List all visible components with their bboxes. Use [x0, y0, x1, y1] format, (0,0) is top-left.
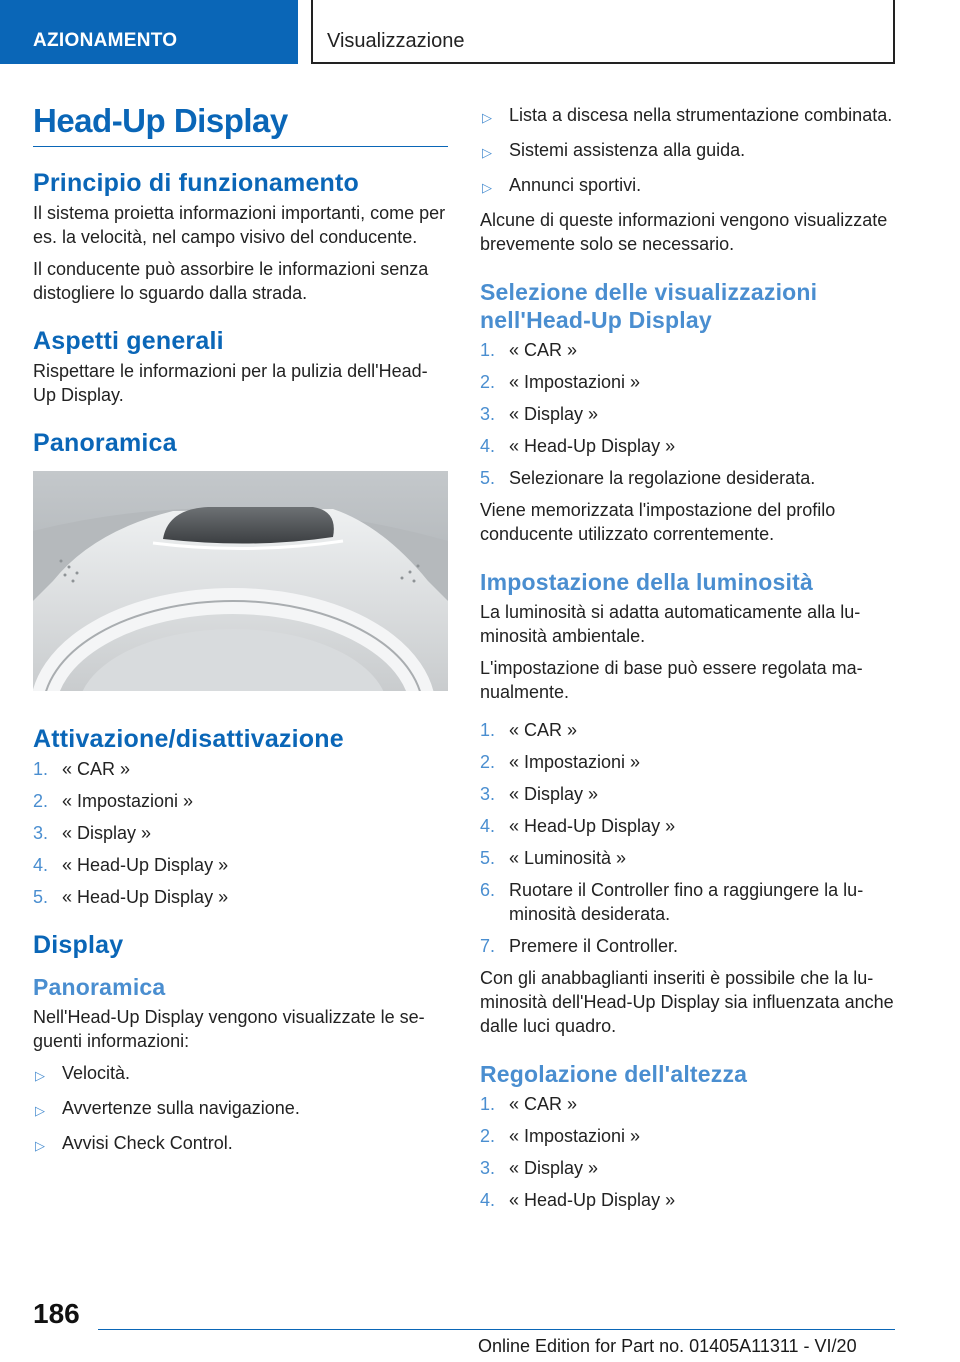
page-number: 186: [33, 1298, 80, 1329]
triangle-bullet-icon: ▷: [482, 110, 492, 125]
list-item: 4. « Head-Up Display »: [480, 816, 676, 836]
list-item: 5. Selezionare la regolazione desiderata.: [480, 468, 816, 488]
list-item: 2. « Impostazioni »: [480, 1126, 641, 1146]
list-item: 1. « CAR »: [480, 1094, 578, 1114]
steps-altezza: [480, 1092, 895, 1212]
right-column: [480, 103, 895, 1220]
triangle-bullet-icon: ▷: [35, 1068, 45, 1083]
heading-attivazione: Attivazione/disattivazione: [33, 725, 344, 753]
section-tab: AZIONAMENTO: [0, 0, 298, 64]
list-item: ▷ Annunci sportivi.: [480, 173, 895, 200]
head-up-display-photo: [33, 471, 448, 691]
heading-panoramica-display: Panoramica: [33, 974, 166, 1000]
steps-attivazione: [33, 757, 448, 909]
list-item: ▷ Lista a discesa nella strumentazione combinata.: [480, 103, 895, 130]
paragraph: Il conducente può assorbire le informazioni senza distogliere lo sguardo dalla strada.: [33, 259, 429, 303]
list-item: 5. « Head-Up Display »: [33, 887, 229, 907]
list-item: ▷ Sistemi assistenza alla guida.: [480, 138, 895, 165]
section-title: Visualizzazione: [311, 0, 895, 64]
list-item: 5. « Luminosità »: [480, 848, 627, 868]
left-column: [33, 100, 448, 1166]
heading-principio: Principio di funzionamento: [33, 169, 360, 197]
list-item: 3. « Display »: [480, 1158, 599, 1178]
list-item: 3. « Display »: [33, 823, 152, 843]
paragraph: Viene memorizzata l'impostazione del profilo conducente utilizzato correntemente.: [480, 500, 836, 544]
steps-luminosita: [480, 718, 895, 958]
triangle-bullet-icon: ▷: [35, 1103, 45, 1118]
paragraph: Rispettare le informazioni per la pulizia dell'Head-Up Display.: [33, 361, 428, 405]
list-item: ▷ Avvertenze sulla navigazione.: [33, 1096, 448, 1123]
heading-display: Display: [33, 931, 124, 959]
list-item: 1. « CAR »: [480, 720, 578, 740]
list-item: 2. « Impostazioni »: [480, 372, 641, 392]
heading-altezza: Regolazione dell'altezza: [480, 1061, 748, 1087]
list-item: 4. « Head-Up Display »: [33, 855, 229, 875]
list-item: 3. « Display »: [480, 404, 599, 424]
list-item: ▷ Avvisi Check Control.: [33, 1131, 448, 1158]
edition-note: Online Edition for Part no. 01405A11311 - VI/20: [478, 1336, 857, 1356]
paragraph: Alcune di queste informazioni vengono visualizzate brevemente solo se necessario.: [480, 210, 888, 254]
bullets-display-cont: [480, 103, 895, 200]
triangle-bullet-icon: ▷: [482, 180, 492, 195]
footer-rule: [98, 1329, 895, 1330]
triangle-bullet-icon: ▷: [482, 145, 492, 160]
heading-selezione: Selezione delle visualizzazioni nell'Head-Up Display: [480, 279, 818, 333]
triangle-bullet-icon: ▷: [35, 1138, 45, 1153]
list-item: 4. « Head-Up Display »: [480, 436, 676, 456]
paragraph: La luminosità si adatta automaticamente alla luminosità ambientale.: [480, 602, 861, 646]
heading-luminosita: Impostazione della luminosità: [480, 569, 813, 595]
paragraph: Con gli anabbaglianti inseriti è possibile che la luminosità dell'Head-Up Display sia influenzata anche dalle luci quadro.: [480, 968, 894, 1036]
list-item: 3. « Display »: [480, 784, 599, 804]
paragraph: L'impostazione di base può essere regolata manualmente.: [480, 658, 863, 702]
page-title: Head-Up Display: [33, 100, 448, 147]
list-item: 1. « CAR »: [33, 759, 131, 779]
bullets-display: [33, 1061, 448, 1158]
list-item: 7. Premere il Controller.: [480, 936, 679, 956]
steps-selezione: [480, 338, 895, 490]
list-item: 6. Ruotare il Controller fino a raggiungere la luminosità desiderata.: [480, 880, 864, 924]
list-item: 2. « Impostazioni »: [480, 752, 641, 772]
heading-aspetti: Aspetti generali: [33, 327, 224, 355]
paragraph: Nell'Head-Up Display vengono visualizzate le seguenti informazioni:: [33, 1007, 425, 1051]
list-item: ▷ Velocità.: [33, 1061, 448, 1088]
list-item: 2. « Impostazioni »: [33, 791, 194, 811]
list-item: 4. « Head-Up Display »: [480, 1190, 676, 1210]
list-item: 1. « CAR »: [480, 340, 578, 360]
paragraph: Il sistema proietta informazioni importanti, come per es. la velocità, nel campo visivo del conducente.: [33, 203, 446, 247]
heading-panoramica: Panoramica: [33, 429, 177, 457]
